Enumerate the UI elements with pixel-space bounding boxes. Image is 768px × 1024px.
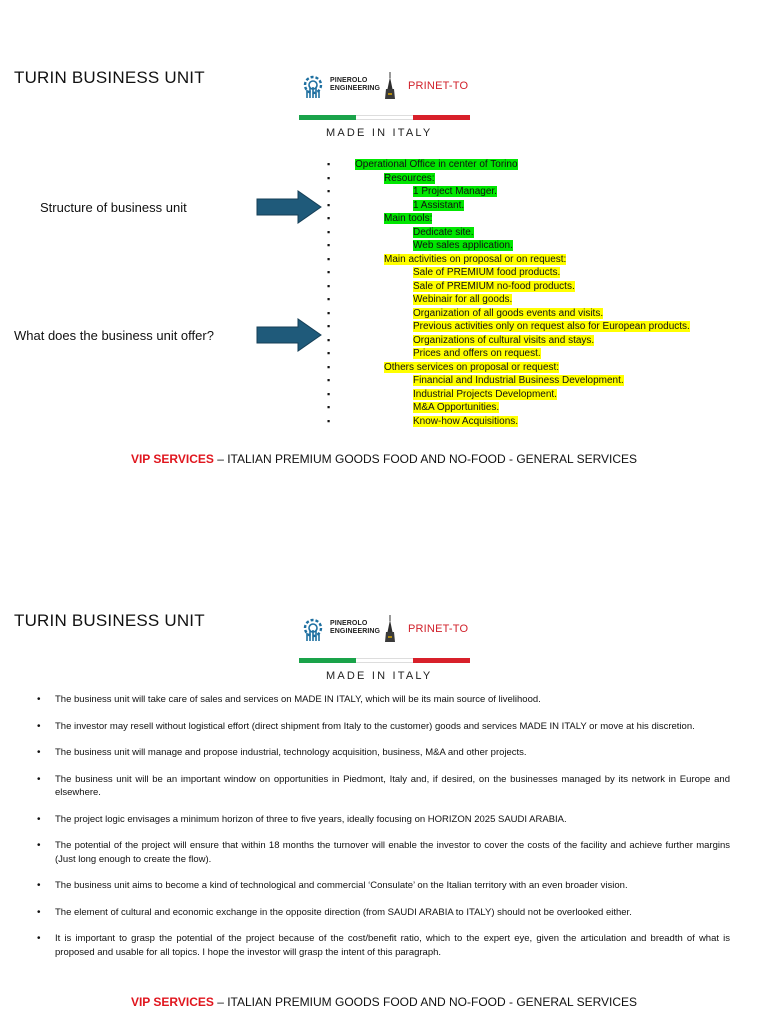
outline-item: ▪ Prices and offers on request.	[340, 347, 760, 361]
outline-item: ▪ Know-how Acquisitions.	[340, 415, 760, 429]
vip-services-label: VIP SERVICES	[130, 452, 214, 466]
italian-flag-stripe	[299, 658, 470, 663]
offer-label: What does the business unit offer?	[14, 328, 214, 343]
outline-item: ▪ Sale of PREMIUM food products.	[340, 266, 760, 280]
slide-title: TURIN BUSINESS UNIT	[14, 611, 205, 630]
list-item: • The potential of the project will ensure that within 18 months the turnover will enable the investor to cover the costs of the facility and achieve further margins (Just long enough to create the flow).	[35, 839, 730, 866]
outline-item: ▪ Others services on proposal or request:	[340, 361, 760, 375]
list-item: • The business unit will manage and propose industrial, technology acquisition, business, M&A and other projects.	[35, 746, 730, 760]
mole-antonelliana-icon	[384, 615, 396, 643]
outline-item: ▪ Sale of PREMIUM no-food products.	[340, 280, 760, 294]
outline-item: ▪ 1 Assistant.	[340, 199, 760, 213]
outline-item: ▪ Dedicate site.	[340, 226, 760, 240]
list-item: • The business unit will take care of sales and services on MADE IN ITALY, which will be its main source of livelihood.	[35, 693, 730, 707]
brand-name: PRINET-TO	[408, 623, 469, 635]
list-item: • The business unit aims to become a kind of technological and commercial ‘Consulate’ on the Italian territory with an even broader vision.	[35, 879, 730, 893]
outline-item: ▪ Previous activities only on request also for European products.	[340, 320, 760, 334]
gear-hand-icon	[300, 616, 326, 642]
gear-hand-icon	[300, 73, 326, 99]
outline-item: ▪ Financial and Industrial Business Development.	[340, 374, 760, 388]
outline-item: ▪ Operational Office in center of Torino	[340, 158, 760, 172]
list-item: • The element of cultural and economic exchange in the opposite direction (from SAUDI ARABIA to ITALY) should not be overlooked either.	[35, 906, 730, 920]
list-item: • The project logic envisages a minimum horizon of three to five years, ideally focusing on HORIZON 2025 SAUDI ARABIA.	[35, 813, 730, 827]
list-item: • It is important to grasp the potential of the project because of the cost/benefit ratio, which to the expert eye, given the articulation and breadth of what is proposed and usable for all topics. I hope the investor will grasp the intent of this paragraph.	[35, 932, 730, 959]
right-arrow-icon	[256, 318, 322, 352]
made-in-italy-logo	[298, 70, 473, 140]
business-unit-outline	[340, 158, 760, 428]
outline-item: ▪ M&A Opportunities.	[340, 401, 760, 415]
list-item: • The investor may resell without logistical effort (direct shipment from Italy to the customer) goods and services MADE IN ITALY or move at his discretion.	[35, 720, 730, 734]
made-in-italy-logo	[298, 613, 473, 683]
engineering-wordmark: PINEROLO ENGINEERING	[330, 77, 381, 92]
slide-title: TURIN BUSINESS UNIT	[14, 68, 205, 87]
vip-services-footer	[0, 452, 768, 466]
vip-services-label: VIP SERVICES	[130, 995, 214, 1009]
outline-item: ▪ Organizations of cultural visits and stays.	[340, 334, 760, 348]
engineering-wordmark: PINEROLO ENGINEERING	[330, 620, 381, 635]
brand-name: PRINET-TO	[408, 80, 469, 92]
outline-item: ▪ Main tools:	[340, 212, 760, 226]
outline-item: ▪ 1 Project Manager.	[340, 185, 760, 199]
vip-services-footer	[0, 995, 768, 1009]
outline-item: ▪ Web sales application.	[340, 239, 760, 253]
footer-text: – ITALIAN PREMIUM GOODS FOOD AND NO-FOOD - GENERAL SERVICES	[213, 452, 638, 466]
outline-item: ▪ Resources:	[340, 172, 760, 186]
outline-item: ▪ Industrial Projects Development.	[340, 388, 760, 402]
made-in-italy-tagline: MADE IN ITALY	[326, 127, 433, 139]
mole-antonelliana-icon	[384, 72, 396, 100]
structure-label: Structure of business unit	[40, 200, 187, 215]
footer-text: – ITALIAN PREMIUM GOODS FOOD AND NO-FOOD - GENERAL SERVICES	[213, 995, 638, 1009]
business-unit-bullets	[35, 693, 730, 972]
list-item: • The business unit will be an important window on opportunities in Piedmont, Italy and, if desired, on the businesses managed by its network in Europe and elsewhere.	[35, 773, 730, 800]
slide-2	[0, 545, 768, 1024]
italian-flag-stripe	[299, 115, 470, 120]
made-in-italy-tagline: MADE IN ITALY	[326, 670, 433, 682]
outline-item: ▪ Webinair for all goods.	[340, 293, 760, 307]
outline-item: ▪ Organization of all goods events and visits.	[340, 307, 760, 321]
right-arrow-icon	[256, 190, 322, 224]
outline-item: ▪ Main activities on proposal or on request:	[340, 253, 760, 267]
